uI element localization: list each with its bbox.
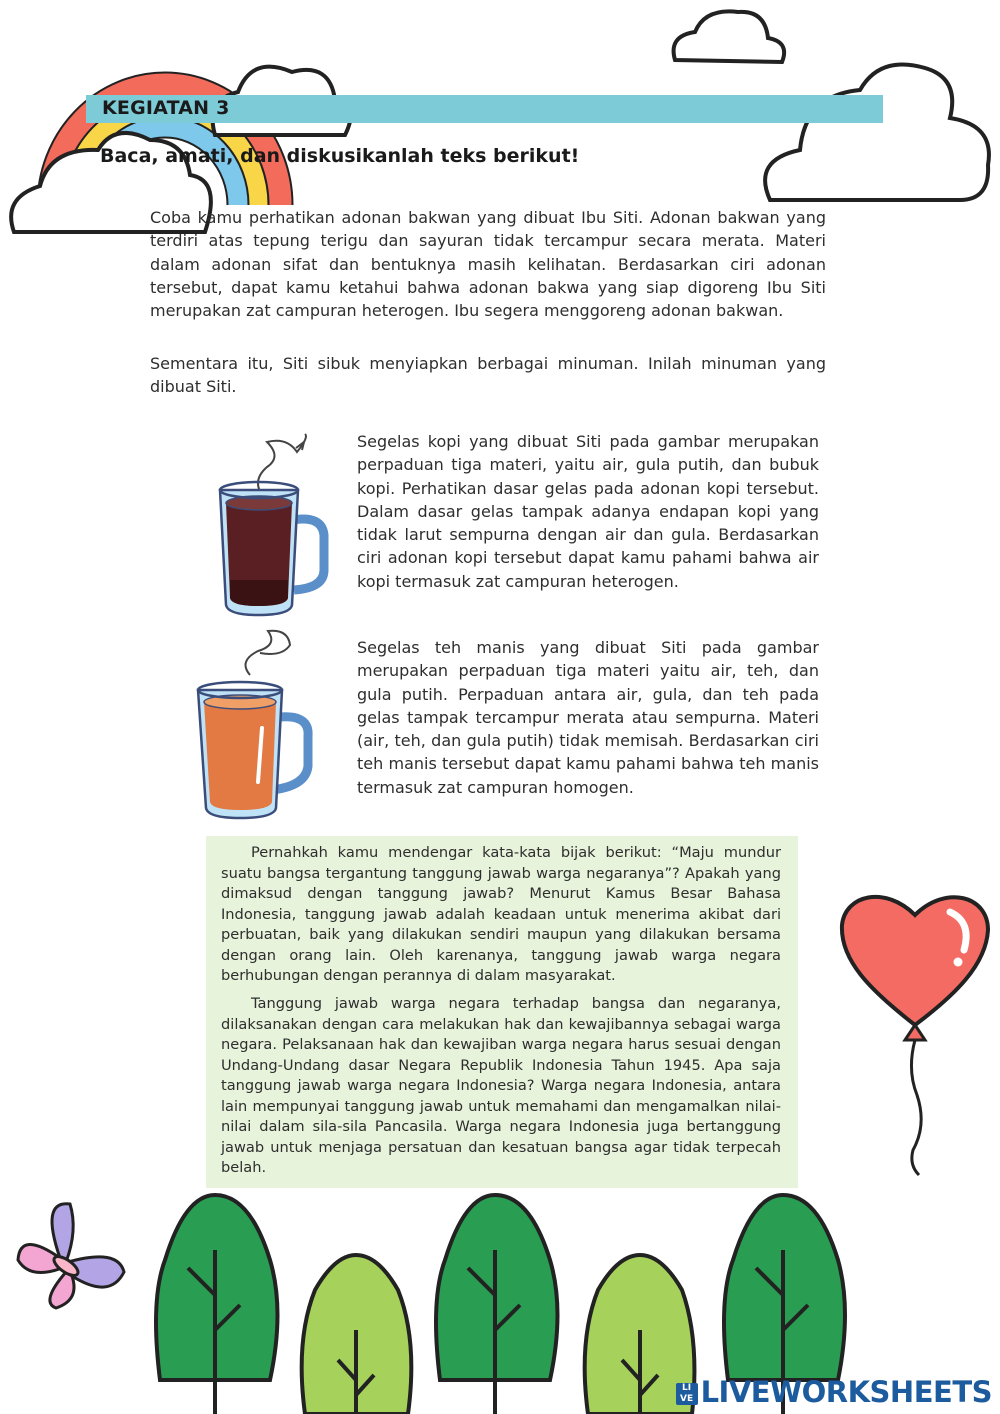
heart-balloon-icon xyxy=(842,897,988,1175)
story-paragraph-2: Sementara itu, Siti sibuk menyiapkan berbagai minuman. Inilah minuman yang dibuat Siti. xyxy=(150,354,826,397)
liveworksheets-logo-icon: LI VE xyxy=(676,1383,698,1405)
tea-description: Segelas teh manis yang dibuat Siti pada gambar merupakan perpaduan tiga materi yaitu air, teh, dan gula putih. Perpaduan antara air, gula, dan teh pada gelas tampak tercampur merata atau sempurna. Materi (air, teh, dan gula putih) tidak memisah. Berdasarkan ciri teh manis tersebut dapat kamu pahami bahwa teh manis termasuk zat campuran homogen. xyxy=(357,638,819,797)
cloud-icon xyxy=(765,64,989,200)
cloud-icon xyxy=(674,11,785,62)
civics-paragraph-2: Tanggung jawab warga negara terhadap bangsa dan negaranya, dilaksanakan dengan cara melakukan hak dan kewajibannya sebagai warga negara. Pelaksanaan hak dan kewajiban warga negara harus sesuai dengan Undang-Undang dasar Negara Republik Indonesia Tahun 1945. Apa saja tanggung jawab warga negara Indonesia? Warga negara Indonesia, antara lain mempunyai tanggung jawab untuk memahami dan mengamalkan nilai-nilai dalam sila-sila Pancasila. Warga negara Indonesia juga bertanggung jawab untuk menjaga persatuan dan kesatuan bangsa agar tidak terpecah belah. xyxy=(221,995,781,1176)
activity-title: KEGIATAN 3 xyxy=(102,97,230,119)
tea-mug-icon xyxy=(198,631,308,818)
coffee-mug-icon xyxy=(220,434,324,615)
liveworksheets-watermark xyxy=(676,1375,992,1409)
watermark-text: LIVEWORKSHEETS xyxy=(700,1375,992,1409)
tree-icon xyxy=(156,1195,278,1414)
tree-icon xyxy=(436,1195,558,1414)
butterfly-icon xyxy=(18,1204,124,1308)
coffee-description: Segelas kopi yang dibuat Siti pada gambar merupakan perpaduan tiga materi, yaitu air, gula putih, dan bubuk kopi. Perhatikan dasar gelas pada adonan kopi tersebut. Dalam dasar gelas tampak adanya endapan kopi yang tidak larut sempurna dengan air dan gula. Berdasarkan ciri adonan kopi tersebut dapat kamu pahami bahwa air kopi termasuk zat campuran heterogen. xyxy=(357,432,819,591)
tree-icon xyxy=(302,1255,412,1414)
instruction-text: Baca, amati, dan diskusikanlah teks berikut! xyxy=(100,145,580,167)
civics-paragraph-1: Pernahkah kamu mendengar kata-kata bijak berikut: “Maju mundur suatu bangsa tergantung tanggung jawab warga negaranya”? Apakah yang dimaksud dengan tanggung jawab? Menurut Kamus Besar Bahasa Indonesia, tanggung jawab adalah keadaan untuk menerima akibat dari perbuatan, baik yang dilakukan sendiri maupun yang dilakukan bersama dengan orang lain. Oleh karenanya, tanggung jawab warga negara berhubungan dengan perannya di dalam masyarakat. xyxy=(221,844,781,984)
story-paragraph-1: Coba kamu perhatikan adonan bakwan yang dibuat Ibu Siti. Adonan bakwan yang terdiri atas tepung terigu dan sayuran tidak tercampur secara merata. Materi dalam adonan sifat dan bentuknya masih kelihatan. Berdasarkan ciri adonan tersebut, dapat kamu ketahui bahwa adonan bakwa yang siap digoreng Ibu Siti merupakan zat campuran heterogen. Ibu segera menggoreng adonan bakwan. xyxy=(150,208,826,321)
